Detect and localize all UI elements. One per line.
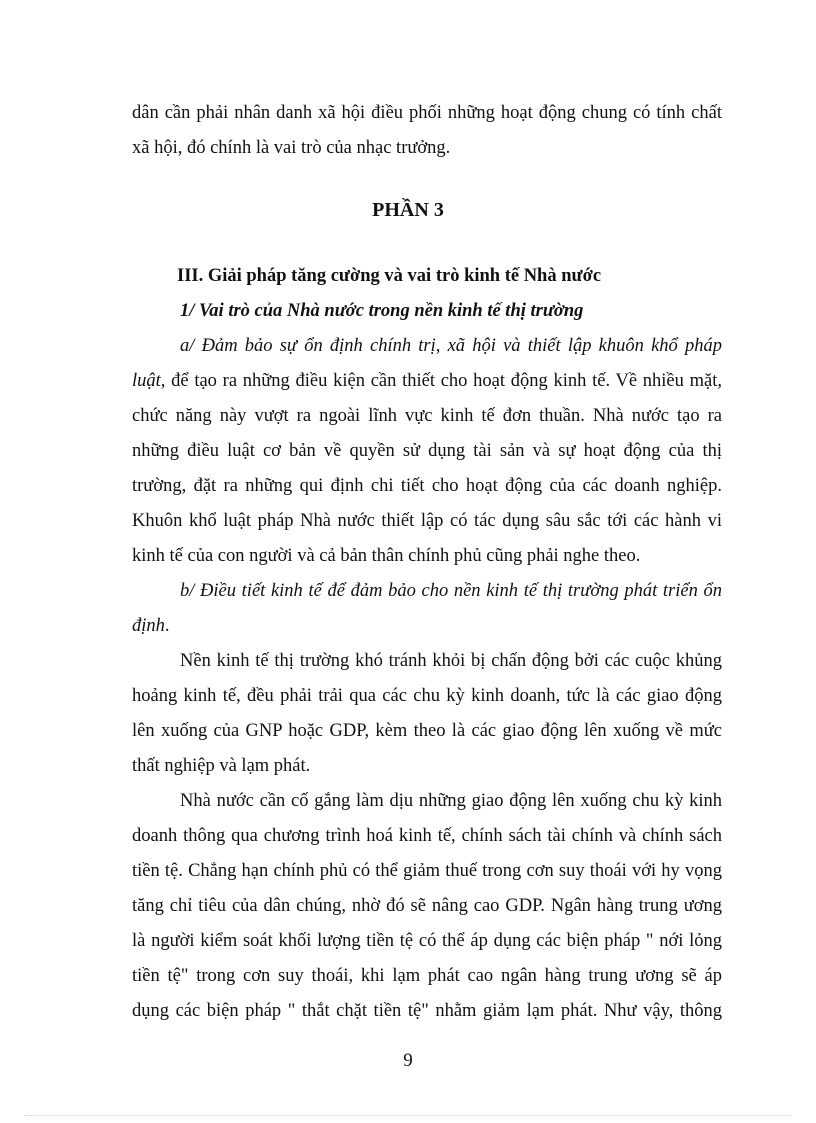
paragraph-line: dụng các biện pháp " thắt chặt tiền tệ" nhằm giảm lạm phát. Như vậy, thông bbox=[132, 1001, 722, 1021]
part-title: PHẦN 3 bbox=[372, 199, 444, 221]
paragraph-line: doanh thông qua chương trình hoá kinh tế, chính sách tài chính và chính sách bbox=[132, 826, 722, 846]
paragraph-line: trường, đặt ra những qui định chi tiết cho hoạt động của các doanh nghiệp. bbox=[132, 476, 722, 496]
page-number: 9 bbox=[403, 1050, 413, 1071]
paragraph-line: là người kiểm soát khối lượng tiền tệ có thể áp dụng các biện pháp " nới lỏng bbox=[132, 931, 722, 951]
inline-text: , để tạo ra những điều kiện cần thiết cho hoạt động kinh tế. Về nhiều mặt, bbox=[160, 371, 722, 391]
paragraph-line: thất nghiệp và lạm phát. bbox=[132, 756, 311, 776]
paragraph-line: Nhà nước cần cố gắng làm dịu những giao động lên xuống chu kỳ kinh bbox=[180, 791, 722, 811]
paragraph-line: tiền tệ" trong cơn suy thoái, khi lạm phát cao ngân hàng trung ương sẽ áp bbox=[132, 966, 722, 986]
italic-text: định bbox=[132, 616, 165, 636]
paragraph-line bbox=[132, 364, 722, 398]
paragraph-line: xã hội, đó chính là vai trò của nhạc trưởng. bbox=[132, 138, 451, 158]
paragraph-line: dân cần phải nhân danh xã hội điều phối những hoạt động chung có tính chất bbox=[132, 103, 722, 123]
paragraph-line: những điều luật cơ bản về quyền sử dụng tài sản và sự hoạt động của thị bbox=[132, 441, 722, 461]
paragraph-line: Nền kinh tế thị trường khó tránh khỏi bị chấn động bởi các cuộc khủng bbox=[180, 651, 722, 671]
inline-text: . bbox=[164, 616, 170, 636]
italic-text: luật bbox=[132, 371, 161, 391]
paragraph-line: hoảng kinh tế, đều phải trải qua các chu kỳ kinh doanh, tức là các giao động bbox=[132, 686, 722, 706]
page-divider bbox=[24, 1115, 792, 1116]
paragraph-line: Khuôn khổ luật pháp Nhà nước thiết lập có tác dụng sâu sắc tới các hành vi bbox=[132, 511, 722, 531]
paragraph-line: kinh tế của con người và cả bản thân chính phủ cũng phải nghe theo. bbox=[132, 546, 641, 566]
paragraph-line bbox=[132, 609, 722, 643]
paragraph-line: tiền tệ. Chẳng hạn chính phủ có thể giảm thuế trong cơn suy thoái với hy vọng bbox=[132, 861, 722, 881]
paragraph-line: chức năng này vượt ra ngoài lĩnh vực kinh tế đơn thuần. Nhà nước tạo ra bbox=[132, 406, 722, 426]
paragraph-line: lên xuống của GNP hoặc GDP, kèm theo là các giao động lên xuống về mức bbox=[132, 721, 722, 741]
subsection-title: 1/ Vai trò của Nhà nước trong nền kinh tế thị trường bbox=[180, 301, 584, 321]
paragraph-line: b/ Điều tiết kinh tế để đảm bảo cho nền kinh tế thị trường phát triển ổn bbox=[180, 581, 722, 601]
paragraph-line: tăng chỉ tiêu của dân chúng, nhờ đó sẽ nâng cao GDP. Ngân hàng trung ương bbox=[132, 896, 722, 916]
paragraph-line: a/ Đảm bảo sự ổn định chính trị, xã hội và thiết lập khuôn khổ pháp bbox=[180, 336, 722, 356]
section-title: III. Giải pháp tăng cường và vai trò kinh tế Nhà nước bbox=[177, 266, 602, 286]
